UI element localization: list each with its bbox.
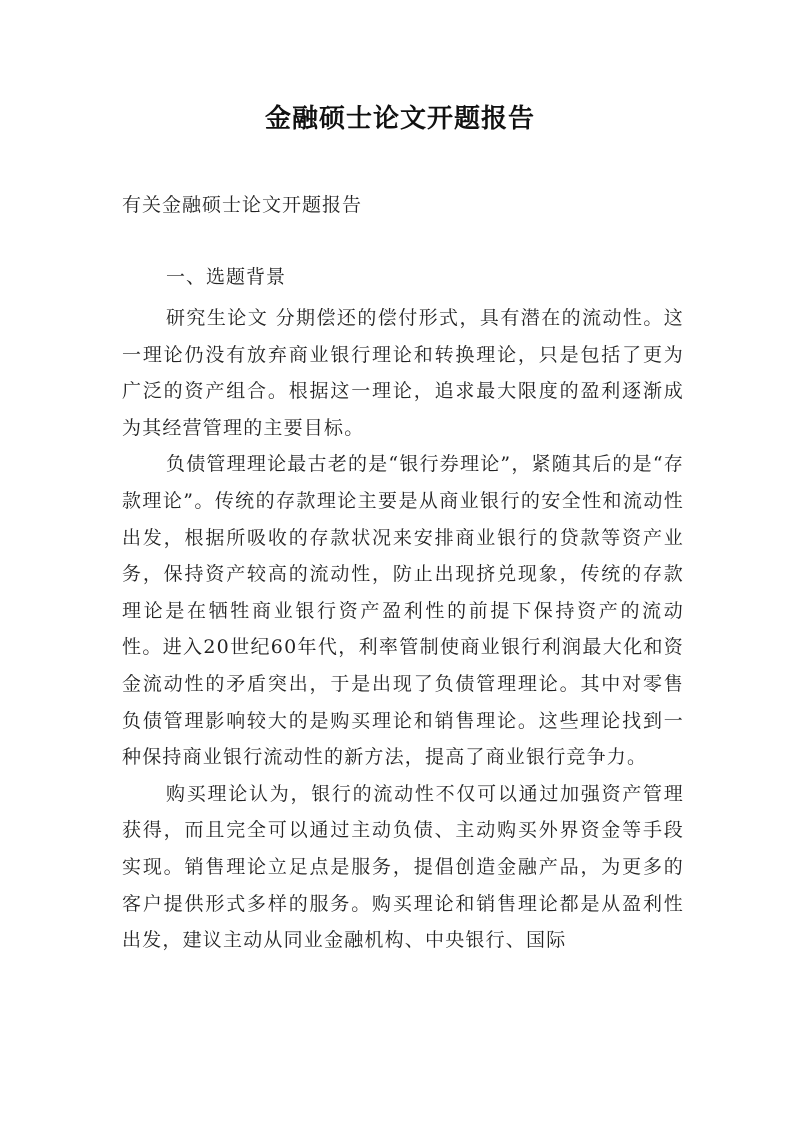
section-heading: 一、选题背景 bbox=[166, 266, 287, 288]
body-paragraph-3: 购买理论认为，银行的流动性不仅可以通过加强资产管理获得，而且完全可以通过主动负债、主动购买外界资金等手段实现。销售理论立足点是服务，提倡创造金融产品，为更多的客户提供形式多样的服务。购买理论和销售理论都是从盈利性出发，建议主动从同业金融机构、中央银行、国际 bbox=[122, 782, 684, 952]
document-title: 金融硕士论文开题报告 bbox=[264, 104, 535, 134]
document-subtitle: 有关金融硕士论文开题报告 bbox=[122, 194, 363, 216]
document-body bbox=[122, 300, 684, 959]
body-paragraph-2: 负债管理理论最古老的是“银行券理论”，紧随其后的是“存款理论”。传统的存款理论主要是从商业银行的安全性和流动性出发，根据所吸收的存款状况来安排商业银行的贷款等资产业务，保持资产较高的流动性，防止出现挤兑现象，传统的存款理论是在牺牲商业银行资产盈利性的前提下保持资产的流动性。进入20世纪60年代，利率管制使商业银行利润最大化和资金流动性的矛盾突出，于是出现了负债管理理论。其中对零售负债管理影响较大的是购买理论和销售理论。这些理论找到一种保持商业银行流动性的新方法，提高了商业银行竞争力。 bbox=[122, 453, 684, 769]
body-paragraph-1: 研究生论文 分期偿还的偿付形式，具有潜在的流动性。这一理论仍没有放弃商业银行理论和转换理论，只是包括了更为广泛的资产组合。根据这一理论，追求最大限度的盈利逐渐成为其经营管理的主要目标。 bbox=[122, 307, 684, 439]
